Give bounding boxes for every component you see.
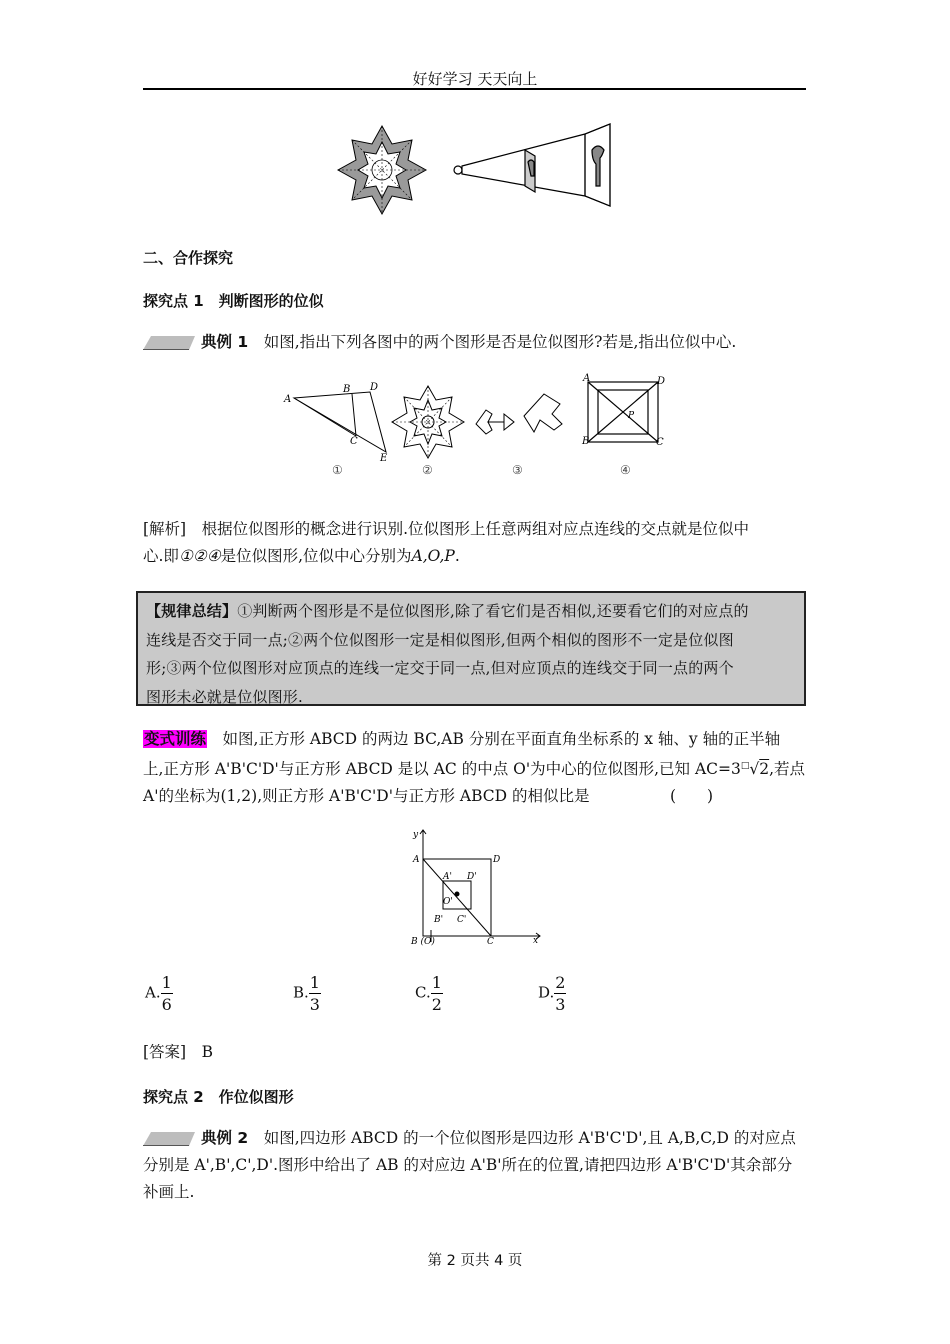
section-title: 二、合作探究	[143, 249, 234, 267]
analysis-end: .	[454, 547, 460, 565]
top-figure	[330, 120, 620, 220]
example1	[143, 329, 808, 356]
variant-problem	[143, 726, 808, 810]
example2-line-2: 分别是 A',B',C',D'.图形中给出了 AB 的对应边 A'B'所在的位置,请把四边形 A'B'C'D'其余部分	[143, 1156, 793, 1174]
sqrt-icon: √	[749, 760, 760, 779]
summary-box	[136, 591, 806, 706]
option-b-letter: B.	[293, 983, 309, 1002]
point2-title: 探究点 2 作位似图形	[143, 1088, 294, 1106]
point1-title: 探究点 1 判断图形的位似	[143, 292, 324, 310]
example1-text: 如图,指出下列各图中的两个图形是否是位似图形?若是,指出位似中心.	[263, 333, 737, 351]
root-radicand: 2	[759, 760, 770, 779]
root-index: □	[740, 761, 750, 771]
fig1-label-B: B	[343, 384, 351, 395]
answer	[143, 1039, 808, 1066]
analysis-mid: 是位似图形,位似中心分别为	[220, 547, 412, 565]
graph-label-B-origin: B (O)	[411, 937, 435, 947]
analysis-centers: A,O,P	[411, 547, 455, 565]
option-c-fraction: $\frac{1}{2}$	[431, 973, 442, 1014]
analysis	[143, 516, 808, 570]
graph-label-A-prime: A'	[443, 872, 452, 882]
graph-label-D: D	[493, 855, 501, 865]
figure-4	[581, 373, 665, 448]
fig4-label-D: D	[657, 376, 666, 387]
variant-line-2a: 上,正方形 A'B'C'D'与正方形 ABCD 是以 AC 的中点 O'为中心的位似图形,已知 AC=3	[143, 760, 741, 779]
option-a[interactable]	[145, 972, 173, 1015]
fig4-label-P: P	[628, 411, 635, 421]
figure-1	[283, 382, 388, 464]
answer-value: B	[201, 1043, 214, 1061]
option-a-letter: A.	[145, 983, 161, 1002]
figure-2	[392, 386, 464, 458]
fig4-label-B: B	[582, 436, 590, 447]
analysis-label: [解析]	[143, 520, 187, 538]
option-b[interactable]	[293, 972, 321, 1015]
summary-line-1: ①判断两个图形是不是位似图形,除了看它们是否相似,还要看它们的对应点的	[237, 602, 749, 620]
summary-line-2: 连线是否交于同一点;②两个位似图形一定是相似图形,但两个相似的图形不一定是位似图	[146, 630, 734, 649]
page-header: 好好学习 天天向上	[412, 70, 538, 88]
graph-label-B-prime: B'	[434, 915, 444, 925]
example2-label: 典例 2	[201, 1129, 249, 1147]
example-tag-icon	[143, 336, 195, 350]
summary-line-3: 形;③两个位似图形对应顶点的连线一定交于同一点,但对应顶点的连线交于同一点的两个	[146, 659, 734, 677]
fig1-label-D: D	[370, 382, 379, 393]
fig1-label-C: C	[350, 436, 358, 447]
graph-label-y: y	[413, 830, 419, 840]
example1-label: 典例 1	[201, 333, 249, 351]
variant-line-3: A'的坐标为(1,2),则正方形 A'B'C'D'与正方形 ABCD 的相似比是	[143, 787, 590, 806]
example2	[143, 1125, 808, 1206]
fig1-label-A: A	[284, 394, 292, 405]
option-c-letter: C.	[415, 983, 431, 1002]
option-d-letter: D.	[538, 983, 555, 1002]
option-b-fraction: $\frac{1}{3}$	[309, 973, 320, 1014]
analysis-line-1	[143, 516, 808, 543]
answer-label: [答案]	[143, 1043, 187, 1061]
example2-line-3: 补画上.	[143, 1183, 195, 1201]
figure-label-4: ④	[620, 463, 631, 477]
fig1-label-E: E	[380, 453, 388, 464]
graph-label-O-prime: O'	[443, 897, 453, 907]
page-footer: 第 2 页共 4 页	[427, 1253, 523, 1269]
option-d-fraction: $\frac{2}{3}$	[555, 973, 566, 1014]
analysis-prefix: 心.即	[143, 547, 179, 565]
summary-label: 【规律总结】	[146, 602, 238, 620]
example1-figures	[280, 372, 680, 480]
figure-label-3: ③	[512, 463, 523, 477]
fig4-label-A: A	[583, 373, 591, 384]
star-flower-figure	[338, 126, 426, 214]
fig4-label-C: C	[656, 437, 664, 448]
graph-label-A: A	[413, 855, 420, 865]
example2-line-1: 如图,四边形 ABCD 的一个位似图形是四边形 A'B'C'D',且 A,B,C,D 的对应点	[263, 1129, 796, 1147]
summary-line-4: 图形未必就是位似图形.	[146, 687, 303, 706]
variant-line-1: 如图,正方形 ABCD 的两边 BC,AB 分别在平面直角坐标系的 x 轴、y 轴的正半轴	[222, 730, 781, 748]
figure-3	[476, 394, 562, 434]
graph-label-D-prime: D'	[467, 872, 477, 882]
analysis-line-2	[143, 543, 808, 570]
graph-label-x: x	[533, 936, 539, 946]
figure-label-2: ②	[422, 463, 433, 477]
graph-label-C-prime: C'	[457, 915, 467, 925]
option-c[interactable]	[415, 972, 443, 1015]
variant-line-2b: ,若点	[769, 760, 806, 779]
header-rule	[143, 88, 806, 90]
graph-label-C: C	[487, 937, 494, 947]
projector-figure	[454, 124, 610, 206]
figure-label-1: ①	[332, 463, 343, 477]
variant-tag: 变式训练	[144, 730, 207, 748]
answer-blank: ( )	[670, 787, 714, 806]
variant-graph	[405, 826, 550, 948]
option-d[interactable]	[538, 972, 566, 1015]
example-tag-icon	[143, 1132, 195, 1146]
analysis-text-1: 根据位似图形的概念进行识别.位似图形上任意两组对应点连线的交点就是位似中	[201, 520, 750, 538]
option-a-fraction: $\frac{1}{6}$	[161, 973, 172, 1014]
analysis-marks: ①②④	[178, 547, 221, 565]
